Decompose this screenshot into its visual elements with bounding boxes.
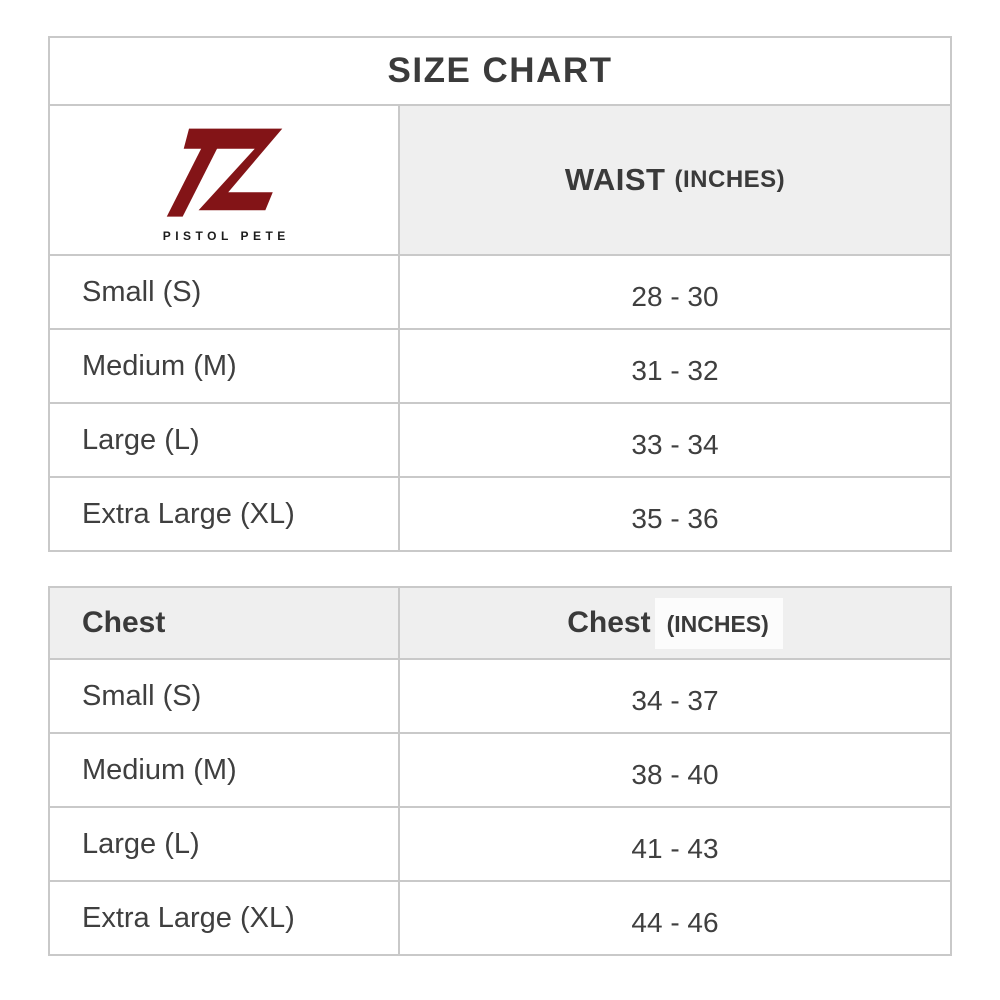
size-label: Extra Large (XL) <box>50 478 400 550</box>
table-row <box>50 404 950 478</box>
size-range: 34 - 37 <box>631 685 719 716</box>
size-label: Small (S) <box>50 660 400 732</box>
brand-logo-cell <box>50 106 400 254</box>
size-label: Large (L) <box>50 404 400 476</box>
size-range: 38 - 40 <box>631 759 719 790</box>
waist-header-label: WAIST <box>564 162 666 197</box>
chest-header-cell <box>400 588 950 658</box>
brand-name: PISTOL PETE <box>162 228 290 243</box>
table-row <box>50 330 950 404</box>
size-label: Medium (M) <box>50 734 400 806</box>
page-title: SIZE CHART <box>50 38 950 106</box>
waist-header-unit: (INCHES) <box>674 166 786 193</box>
table-row <box>50 882 950 954</box>
size-range: 35 - 36 <box>631 503 719 534</box>
table-row <box>50 256 950 330</box>
size-range: 28 - 30 <box>631 281 719 312</box>
chest-header-unit: (INCHES) <box>655 598 783 649</box>
pistol-pete-logo-icon <box>149 118 299 224</box>
size-label: Large (L) <box>50 808 400 880</box>
size-label: Extra Large (XL) <box>50 882 400 954</box>
size-label: Medium (M) <box>50 330 400 402</box>
size-label: Small (S) <box>50 256 400 328</box>
chest-header-label: Chest <box>567 606 651 639</box>
table-row <box>50 478 950 550</box>
table-row <box>50 734 950 808</box>
waist-header-cell <box>400 106 950 254</box>
size-range: 31 - 32 <box>631 355 719 386</box>
chest-header-left-label: Chest <box>50 588 400 658</box>
table-row <box>50 808 950 882</box>
size-chart-container <box>48 36 952 956</box>
size-range: 44 - 46 <box>631 907 719 938</box>
table-row <box>50 660 950 734</box>
waist-header-row <box>50 106 950 256</box>
chest-header-row <box>50 588 950 660</box>
chest-table <box>48 586 952 956</box>
size-range: 33 - 34 <box>631 429 719 460</box>
waist-table <box>48 36 952 552</box>
size-range: 41 - 43 <box>631 833 719 864</box>
